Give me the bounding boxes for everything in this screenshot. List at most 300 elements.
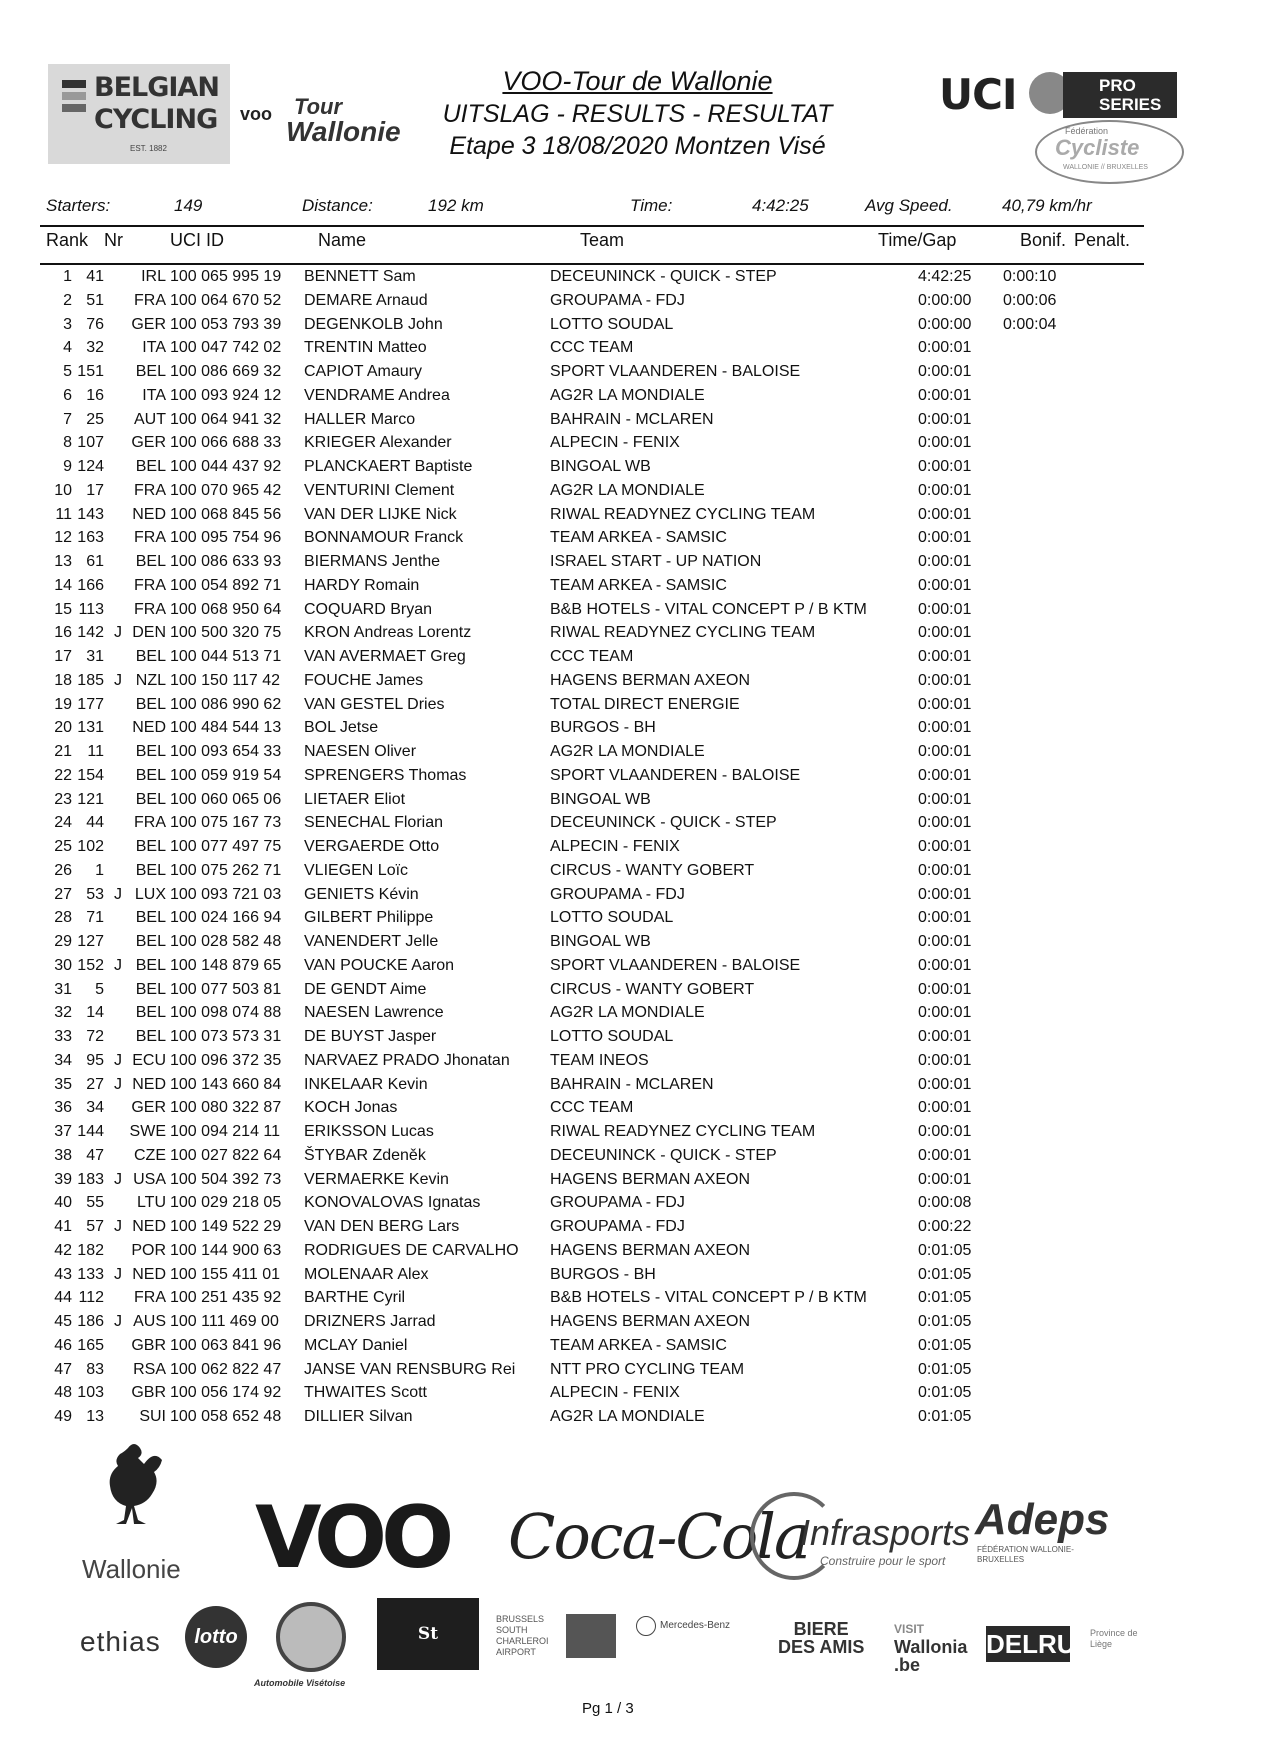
cell-rider-name: NAESEN Oliver [304, 743, 417, 760]
cell-team: GROUPAMA - FDJ [550, 1194, 685, 1212]
cell-rank: 3 [63, 315, 72, 333]
infrasports-logo [750, 1492, 990, 1582]
table-row [0, 812, 1275, 836]
cell-uci-id: 100 029 218 05 [170, 1194, 282, 1212]
charleroi-airport-logo: BRUSSELS SOUTH CHARLEROI AIRPORT [496, 1614, 549, 1657]
cell-uci-id: 100 080 322 87 [170, 1099, 282, 1117]
cell-time-gap: 0:00:01 [918, 1123, 972, 1140]
cell-team: LOTTO SOUDAL [550, 315, 674, 333]
cell-time-gap: 0:01:05 [918, 1336, 972, 1354]
cell-nr: 32 [86, 339, 104, 357]
cell-nr: 107 [77, 434, 104, 452]
cell-junior: J [114, 1051, 122, 1069]
cell-nationality: FRA [134, 529, 166, 547]
province-de-liege-logo: Province de Liège [1090, 1628, 1138, 1649]
cell-team: ALPECIN - FENIX [550, 434, 680, 452]
cell-rider-name: KRON Andreas Lorentz [304, 624, 472, 642]
cell-uci-id: 100 149 522 29 [170, 1218, 282, 1235]
cell-team: TEAM ARKEA - SAMSIC [550, 1336, 727, 1354]
cell-nr: 71 [86, 909, 104, 927]
cell-nationality: NED [132, 505, 166, 523]
cell-nationality: GER [131, 1099, 166, 1117]
airport-graphic [566, 1614, 616, 1658]
cell-nationality: POR [131, 1241, 166, 1259]
cell-nationality: DEN [132, 624, 166, 642]
cell-rider-name: VAN DER LIJKE Nick [304, 505, 457, 523]
belgian-logo-line1: BELGIAN [94, 72, 219, 103]
cell-rank: 41 [54, 1218, 72, 1235]
cell-rider-name: DEGENKOLB John [304, 315, 443, 333]
cell-nr: 151 [77, 363, 104, 380]
cell-time-gap: 0:00:01 [918, 909, 972, 927]
skoda-logo-icon [276, 1602, 346, 1672]
cell-rider-name: FOUCHE James [304, 671, 424, 689]
cell-uci-id: 100 500 320 75 [170, 624, 282, 642]
cell-nationality: FRA [134, 291, 166, 309]
cell-nr: 163 [77, 529, 104, 547]
cell-team: ALPECIN - FENIX [550, 838, 680, 855]
cell-team: DECEUNINCK - QUICK - STEP [550, 1146, 777, 1164]
cell-time-gap: 0:01:05 [918, 1313, 972, 1330]
tour-logo-line1: Tour [294, 94, 343, 119]
cell-time-gap: 0:00:01 [918, 695, 972, 713]
cell-nationality: BEL [135, 980, 166, 998]
cell-nr: 13 [86, 1408, 104, 1425]
cell-rank: 28 [54, 909, 72, 927]
cell-nationality: BEL [135, 1028, 166, 1045]
visit-text: VISIT [894, 1622, 925, 1636]
table-row [0, 1335, 1275, 1359]
cell-nr: 185 [77, 671, 104, 689]
cell-time-gap: 0:00:01 [918, 933, 972, 950]
col-bonif: Bonif. [1020, 230, 1067, 250]
cell-nr: 41 [86, 268, 104, 285]
table-row [0, 551, 1275, 575]
cell-rider-name: SPRENGERS Thomas [304, 766, 467, 784]
cell-nationality: GBR [131, 1384, 166, 1402]
table-row [0, 456, 1275, 480]
table-row [0, 1121, 1275, 1145]
cell-team: LOTTO SOUDAL [550, 1028, 674, 1045]
table-row [0, 931, 1275, 955]
cell-nationality: BEL [135, 553, 166, 570]
cell-nr: 144 [77, 1123, 104, 1140]
cell-rank: 10 [54, 481, 72, 499]
cell-rank: 1 [63, 268, 72, 285]
sponsors-row-1 [0, 1440, 1275, 1600]
cell-uci-id: 100 062 822 47 [170, 1360, 282, 1378]
cell-team: BAHRAIN - MCLAREN [550, 410, 714, 428]
cell-uci-id: 100 075 262 71 [170, 861, 282, 879]
cell-team: HAGENS BERMAN AXEON [550, 1313, 751, 1330]
cell-team: CIRCUS - WANTY GOBERT [550, 980, 755, 998]
cell-uci-id: 100 060 065 06 [170, 790, 282, 808]
infrasports-name: Infrasports [800, 1512, 971, 1553]
cell-team: CCC TEAM [550, 648, 634, 665]
cell-nationality: LTU [136, 1194, 166, 1212]
cell-rank: 44 [54, 1289, 72, 1307]
cell-nationality: BEL [135, 1004, 166, 1022]
cell-team: BINGOAL WB [550, 790, 651, 808]
cell-nationality: CZE [134, 1146, 166, 1164]
cell-nr: 31 [86, 648, 104, 665]
cell-nr: 186 [77, 1313, 104, 1330]
cell-time-gap: 0:00:01 [918, 576, 972, 594]
pro-series-badge [1063, 72, 1177, 118]
federation-region: WALLONIE // BRUXELLES [1063, 164, 1148, 171]
cell-time-gap: 0:00:01 [918, 648, 972, 665]
cell-nr: 57 [86, 1218, 104, 1235]
cell-uci-id: 100 098 074 88 [170, 1004, 282, 1022]
cell-time-gap: 0:00:01 [918, 363, 972, 380]
adeps-name: Adeps [975, 1495, 1110, 1544]
cell-team: CIRCUS - WANTY GOBERT [550, 861, 755, 879]
cell-rank: 31 [54, 980, 72, 998]
cell-uci-id: 100 077 503 81 [170, 980, 282, 998]
wallonie-logo-text: Wallonie [82, 1554, 181, 1584]
cell-rider-name: SENECHAL Florian [304, 814, 444, 832]
cell-rider-name: COQUARD Bryan [304, 600, 433, 618]
cell-rank: 20 [54, 719, 72, 737]
cell-uci-id: 100 150 117 42 [170, 671, 281, 689]
cell-rank: 15 [54, 600, 72, 618]
cell-time-gap: 0:01:05 [918, 1289, 972, 1307]
cell-team: ISRAEL START - UP NATION [550, 553, 762, 570]
cell-uci-id: 100 028 582 48 [170, 933, 282, 950]
cell-nationality: NED [132, 719, 166, 737]
table-row [0, 337, 1275, 361]
col-team: Team [580, 230, 625, 250]
cell-nationality: BEL [135, 743, 166, 760]
cell-time-gap: 0:00:01 [918, 1028, 972, 1045]
cell-team: B&B HOTELS - VITAL CONCEPT P / B KTM [550, 600, 867, 618]
cell-team: TEAM ARKEA - SAMSIC [550, 576, 727, 594]
cell-rank: 26 [54, 861, 72, 879]
cell-team: B&B HOTELS - VITAL CONCEPT P / B KTM [550, 1289, 867, 1307]
cell-rank: 17 [54, 648, 72, 665]
cell-rank: 2 [63, 291, 72, 309]
cell-team: AG2R LA MONDIALE [550, 1408, 705, 1425]
cell-time-gap: 0:00:01 [918, 861, 972, 879]
table-row [0, 432, 1275, 456]
cell-rank: 14 [54, 576, 72, 594]
cell-uci-id: 100 056 174 92 [170, 1384, 282, 1402]
table-row [0, 1074, 1275, 1098]
cell-rider-name: VERGAERDE Otto [304, 838, 440, 855]
cell-rank: 43 [54, 1265, 72, 1283]
table-row [0, 1311, 1275, 1335]
table-row [0, 979, 1275, 1003]
table-row [0, 907, 1275, 931]
cell-team: TEAM ARKEA - SAMSIC [550, 529, 727, 547]
table-row [0, 765, 1275, 789]
cell-rider-name: NARVAEZ PRADO Jhonatan [304, 1051, 510, 1069]
cell-nr: 61 [86, 553, 104, 570]
cell-nationality: GER [131, 434, 166, 452]
cell-nr: 17 [86, 481, 104, 499]
cell-nr: 177 [77, 695, 104, 713]
cell-nationality: BEL [135, 933, 166, 950]
cell-uci-id: 100 077 497 75 [170, 838, 282, 855]
cell-uci-id: 100 044 437 92 [170, 458, 282, 475]
column-header-divider [40, 263, 1144, 265]
cell-time-gap: 0:00:01 [918, 600, 972, 618]
cell-rank: 25 [54, 838, 72, 855]
cell-uci-id: 100 155 411 01 [170, 1265, 281, 1283]
cell-nr: 154 [77, 766, 104, 784]
table-row [0, 836, 1275, 860]
cell-rider-name: GENIETS Kévin [304, 885, 419, 903]
cell-nationality: GBR [131, 1336, 166, 1354]
avg-speed-label: Avg Speed. [865, 196, 953, 215]
table-row [0, 646, 1275, 670]
cell-time-gap: 0:00:00 [918, 315, 972, 333]
cell-uci-id: 100 053 793 39 [170, 315, 282, 333]
table-row [0, 694, 1275, 718]
cell-nr: 112 [78, 1289, 104, 1307]
table-row [0, 480, 1275, 504]
cell-nationality: SWE [129, 1123, 166, 1140]
cell-team: HAGENS BERMAN AXEON [550, 1170, 751, 1188]
cell-team: SPORT VLAANDEREN - BALOISE [550, 766, 801, 784]
cell-rank: 27 [54, 885, 72, 903]
cell-nationality: NED [132, 1265, 166, 1283]
cell-team: NTT PRO CYCLING TEAM [550, 1360, 745, 1378]
cell-nationality: NED [132, 1218, 166, 1235]
cell-time-gap: 0:00:01 [918, 885, 972, 903]
adeps-logo [975, 1495, 1155, 1575]
cell-rider-name: PLANCKAERT Baptiste [304, 458, 473, 475]
cell-time-gap: 0:00:01 [918, 671, 972, 689]
cell-time-gap: 0:00:01 [918, 719, 972, 737]
cell-rank: 24 [54, 814, 72, 832]
cell-uci-id: 100 086 990 62 [170, 695, 282, 713]
cell-time-gap: 0:00:01 [918, 529, 972, 547]
cell-team: TOTAL DIRECT ENERGIE [550, 695, 740, 713]
cell-rider-name: INKELAAR Kevin [304, 1075, 428, 1093]
cell-rank: 29 [54, 933, 72, 950]
table-row [0, 1359, 1275, 1383]
cell-bonif: 0:00:04 [1003, 315, 1057, 333]
cell-time-gap: 0:00:01 [918, 458, 972, 475]
cell-nationality: ECU [132, 1051, 166, 1069]
cell-rank: 6 [63, 386, 72, 404]
biere-text: BIERE [793, 1619, 849, 1639]
cell-nationality: AUT [134, 410, 166, 428]
cell-rider-name: VLIEGEN Loïc [304, 861, 409, 879]
cell-rider-name: BOL Jetse [304, 719, 379, 737]
mercedes-benz-logo: Mercedes-Benz [660, 1620, 731, 1631]
table-row [0, 1216, 1275, 1240]
cell-uci-id: 100 096 372 35 [170, 1051, 282, 1069]
table-row [0, 1240, 1275, 1264]
cell-rank: 7 [63, 410, 72, 428]
cell-time-gap: 0:00:01 [918, 481, 972, 499]
title-block [380, 64, 895, 162]
page-number: Pg 1 / 3 [582, 1700, 634, 1717]
cell-nr: 103 [77, 1384, 104, 1402]
cell-team: CCC TEAM [550, 339, 634, 357]
table-row [0, 575, 1275, 599]
table-row [0, 1264, 1275, 1288]
cell-nr: 142 [77, 624, 104, 642]
cell-rider-name: VAN AVERMAET Greg [304, 648, 466, 665]
cell-nationality: BEL [135, 909, 166, 927]
cell-rank: 21 [54, 743, 72, 760]
cell-time-gap: 0:00:01 [918, 1004, 972, 1022]
cell-rank: 13 [54, 553, 72, 570]
flag-stripes-icon [62, 80, 86, 116]
table-row [0, 361, 1275, 385]
cell-rank: 40 [54, 1194, 72, 1212]
cell-time-gap: 0:00:01 [918, 1099, 972, 1117]
cell-nationality: RSA [133, 1360, 166, 1378]
cell-team: BURGOS - BH [550, 719, 656, 737]
cell-rank: 47 [54, 1360, 72, 1378]
table-row [0, 290, 1275, 314]
cell-nr: 25 [86, 410, 104, 428]
cell-nr: 83 [86, 1360, 104, 1378]
cell-nationality: SUI [139, 1408, 166, 1425]
cell-time-gap: 0:00:08 [918, 1194, 972, 1212]
cell-nationality: IRL [141, 268, 166, 285]
table-row [0, 504, 1275, 528]
federation-cycliste-logo [1035, 120, 1184, 184]
pro-text: PRO [1099, 76, 1136, 95]
cell-rank: 8 [63, 434, 72, 452]
cell-rider-name: MCLAY Daniel [304, 1336, 408, 1354]
cell-team: RIWAL READYNEZ CYCLING TEAM [550, 1123, 816, 1140]
cell-uci-id: 100 073 573 31 [170, 1028, 282, 1045]
adeps-tagline: FÉDÉRATION WALLONIE-BRUXELLES [977, 1545, 1074, 1564]
cell-team: BAHRAIN - MCLAREN [550, 1075, 714, 1093]
cell-nationality: BEL [135, 861, 166, 879]
cell-nr: 14 [86, 1004, 104, 1022]
cell-rider-name: ŠTYBAR Zdeněk [304, 1146, 426, 1164]
cell-time-gap: 0:00:01 [918, 553, 972, 570]
table-row [0, 1406, 1275, 1430]
results-table [0, 266, 1275, 1430]
cell-nr: 143 [77, 505, 104, 523]
table-row [0, 789, 1275, 813]
cell-time-gap: 0:00:01 [918, 386, 972, 404]
table-row [0, 1050, 1275, 1074]
cell-nr: 127 [77, 933, 104, 950]
cell-uci-id: 100 054 892 71 [170, 576, 282, 594]
cell-time-gap: 4:42:25 [918, 268, 972, 285]
col-nr: Nr [104, 230, 123, 250]
cell-time-gap: 0:00:01 [918, 505, 972, 523]
cell-time-gap: 0:00:01 [918, 814, 972, 832]
cell-uci-id: 100 144 900 63 [170, 1241, 282, 1259]
cell-team: GROUPAMA - FDJ [550, 885, 685, 903]
tour-logo-line2: Wallonie [286, 116, 401, 147]
cell-junior: J [114, 1170, 122, 1188]
lotto-logo: lotto [185, 1606, 247, 1668]
cell-nr: 133 [77, 1265, 104, 1283]
cell-nr: 47 [86, 1146, 104, 1164]
cell-nr: 16 [86, 386, 104, 404]
cell-uci-id: 100 027 822 64 [170, 1146, 282, 1164]
table-row [0, 1169, 1275, 1193]
cell-rider-name: VENDRAME Andrea [304, 386, 450, 404]
col-rank: Rank [46, 230, 89, 250]
cell-rank: 34 [54, 1051, 72, 1069]
cell-rider-name: CAPIOT Amaury [304, 363, 422, 380]
federation-small: Fédération [1065, 126, 1109, 136]
cell-time-gap: 0:00:01 [918, 956, 972, 974]
cell-time-gap: 0:00:01 [918, 339, 972, 357]
cell-nr: 76 [86, 315, 104, 333]
cell-rider-name: DILLIER Silvan [304, 1408, 413, 1425]
col-name: Name [318, 230, 367, 250]
cell-time-gap: 0:00:00 [918, 291, 972, 309]
wallonie-rooster-icon [98, 1440, 168, 1550]
cell-nr: 102 [77, 838, 104, 855]
cell-team: ALPECIN - FENIX [550, 1384, 680, 1402]
cell-time-gap: 0:00:01 [918, 743, 972, 760]
cell-uci-id: 100 065 995 19 [170, 268, 282, 285]
cell-nationality: BEL [135, 838, 166, 855]
cell-nr: 95 [86, 1051, 104, 1069]
cell-time-gap: 0:01:05 [918, 1360, 972, 1378]
cell-nationality: FRA [134, 600, 166, 618]
cell-nationality: FRA [134, 576, 166, 594]
cell-team: TEAM INEOS [550, 1051, 649, 1069]
cell-nationality: GER [131, 315, 166, 333]
cell-time-gap: 0:00:22 [918, 1218, 972, 1235]
cell-rider-name: BENNETT Sam [304, 268, 416, 285]
voo-logo: VOO [255, 1488, 449, 1588]
cell-nr: 152 [77, 956, 104, 974]
cell-uci-id: 100 058 652 48 [170, 1408, 282, 1425]
cell-team: AG2R LA MONDIALE [550, 386, 705, 404]
des-amis-text: DES AMIS [778, 1637, 865, 1657]
table-row [0, 884, 1275, 908]
cell-nr: 44 [86, 814, 104, 832]
tour-de-wallonie-logo [240, 90, 401, 160]
cell-uci-id: 100 044 513 71 [170, 648, 282, 665]
wallonia-text: Wallonia [894, 1637, 968, 1657]
cell-nationality: FRA [134, 481, 166, 499]
cell-nationality: BEL [135, 766, 166, 784]
table-row [0, 385, 1275, 409]
cell-junior: J [114, 885, 122, 903]
table-row [0, 1287, 1275, 1311]
cell-uci-id: 100 064 670 52 [170, 291, 282, 309]
table-row [0, 1192, 1275, 1216]
table-row [0, 599, 1275, 623]
time-value: 4:42:25 [752, 196, 809, 215]
cell-team: AG2R LA MONDIALE [550, 481, 705, 499]
cell-uci-id: 100 059 919 54 [170, 766, 282, 784]
cell-junior: J [114, 624, 122, 642]
table-row [0, 266, 1275, 290]
cell-nationality: BEL [135, 695, 166, 713]
cell-uci-id: 100 095 754 96 [170, 529, 282, 547]
cell-rank: 35 [54, 1075, 72, 1093]
biere-des-amis-logo [778, 1620, 864, 1656]
cell-time-gap: 0:00:01 [918, 790, 972, 808]
be-text: .be [894, 1655, 921, 1675]
table-row [0, 860, 1275, 884]
cell-junior: J [114, 1218, 122, 1235]
cell-rider-name: HALLER Marco [304, 410, 416, 428]
cell-team: GROUPAMA - FDJ [550, 1218, 685, 1235]
cell-nr: 183 [77, 1170, 104, 1188]
cell-rider-name: HARDY Romain [304, 576, 420, 594]
cell-nationality: BEL [135, 956, 166, 974]
